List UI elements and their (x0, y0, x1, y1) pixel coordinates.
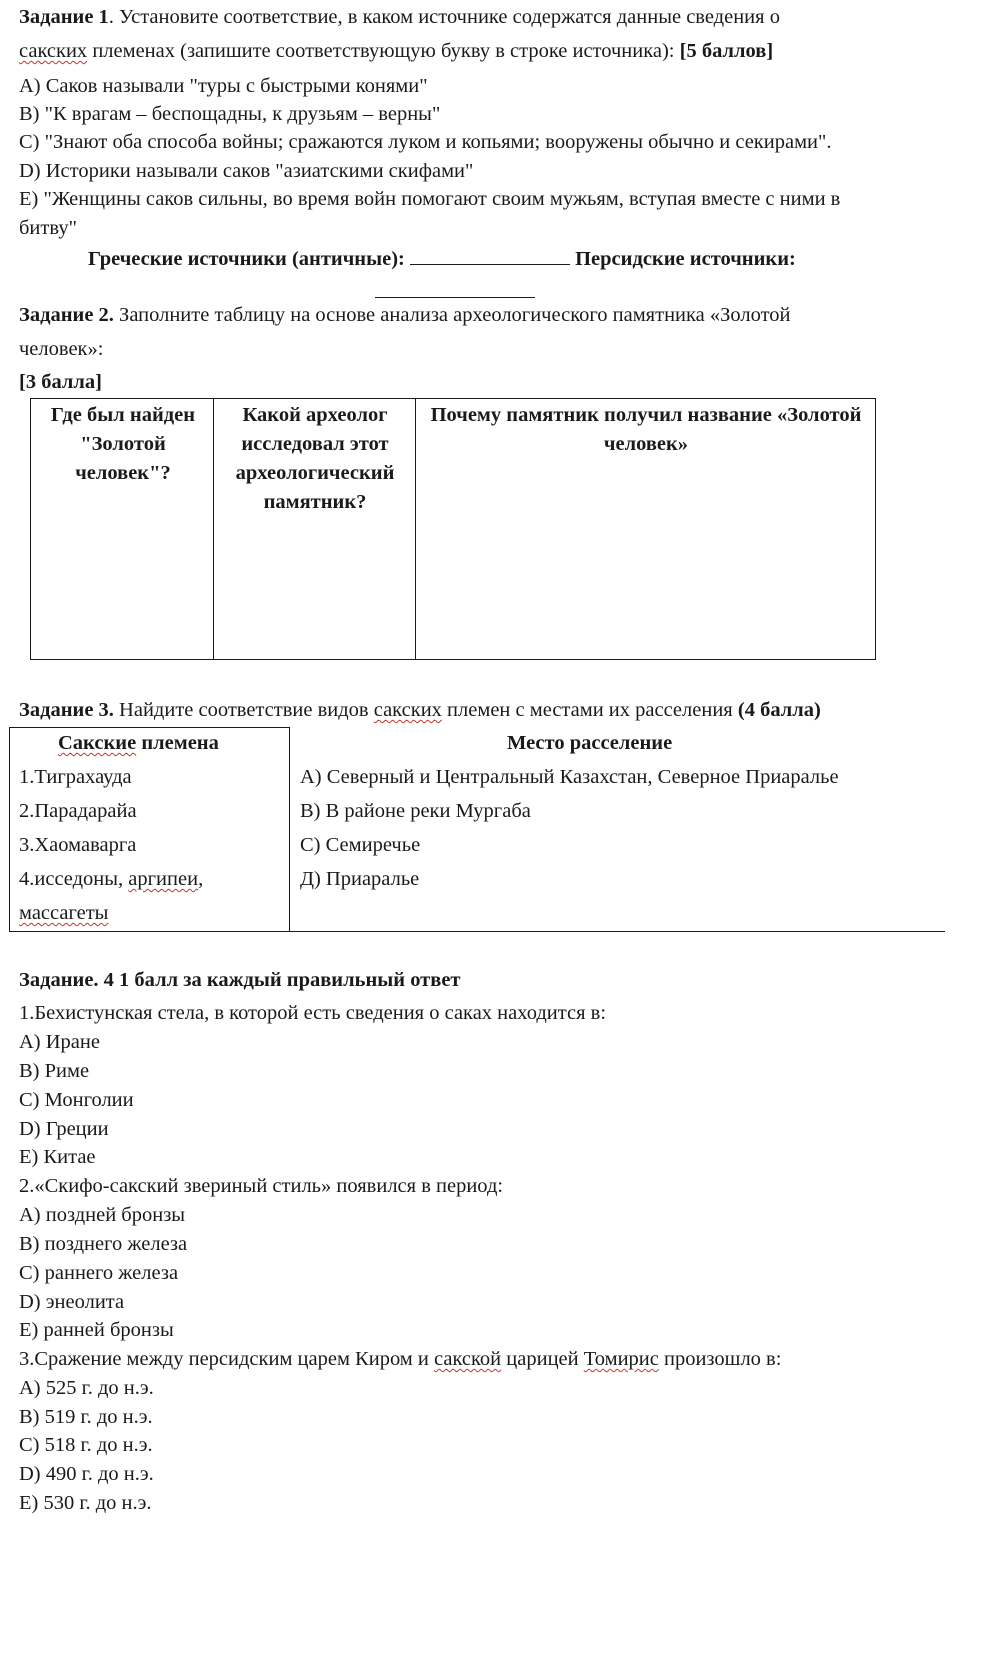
place-b: В) В районе реки Мургаба (300, 800, 531, 822)
table2-answer-cell-1[interactable] (32, 520, 212, 658)
table3-bottom-border (9, 931, 945, 932)
persian-sources-label: Персидские источники: (575, 248, 796, 270)
table3-top-border (9, 727, 289, 728)
tribe-4-cont: массагеты (19, 902, 109, 924)
task1-text: . Установите соответствие, в каком источнике содержатся данные сведения о (108, 6, 780, 28)
table2-header-archaeologist: Какой археолог исследовал этот археологический памятник? (235, 404, 395, 513)
q2-option-a[interactable]: A) поздней бронзы (19, 1204, 186, 1226)
tribe-4: 4.исседоны, аргипеи, (19, 868, 204, 890)
task3-line: Задание 3. Найдите соответствие видов сакских племен с местами их расселения (4 балла) (19, 699, 821, 721)
task2-points: [3 балла] (19, 371, 102, 393)
q3-option-a[interactable]: A) 525 г. до н.э. (19, 1377, 154, 1399)
q2-option-c[interactable]: C) раннего железа (19, 1262, 179, 1284)
q1-option-d[interactable]: D) Греции (19, 1118, 109, 1140)
place-c: С) Семиречье (300, 834, 421, 856)
table3-header-tribes: Сакские племена (58, 732, 219, 754)
q3-option-d[interactable]: D) 490 г. до н.э. (19, 1463, 154, 1485)
q1-option-b[interactable]: B) Риме (19, 1060, 90, 1082)
table3-divider (289, 727, 290, 932)
task1-word-saksih: сакских (19, 40, 88, 62)
task1-option-d: D) Историки называли саков "азиатскими скифами" (19, 160, 474, 182)
task1-points: [5 баллов] (679, 40, 774, 62)
table2-answer-cell-3[interactable] (417, 520, 874, 658)
greek-sources-label: Греческие источники (античные): (88, 248, 405, 270)
table2-top-border (30, 398, 876, 399)
q1-option-c[interactable]: C) Монголии (19, 1089, 134, 1111)
tribe-1: 1.Тиграхауда (19, 766, 132, 788)
q2-option-e[interactable]: E) ранней бронзы (19, 1319, 174, 1341)
task1-option-a: A) Саков называли "туры с быстрыми конями" (19, 75, 428, 97)
task1-title: Задание 1 (19, 6, 109, 28)
task3-title: Задание 3. (19, 699, 114, 721)
task3-points: (4 балла) (737, 699, 821, 721)
task1-option-e-cont: битву" (19, 217, 77, 239)
q3-word-sakskoy: сакской (434, 1348, 502, 1370)
q3-option-c[interactable]: C) 518 г. до н.э. (19, 1434, 153, 1456)
q3-option-b[interactable]: B) 519 г. до н.э. (19, 1406, 153, 1428)
task1-option-e: E) "Женщины саков сильны, во время войн помогают своим мужьям, вступая вместе с ними в (19, 188, 841, 210)
task2-title: Задание 2. (19, 304, 114, 326)
task1-option-c: C) "Знают оба способа войны; сражаются луком и копьями; вооружены обычно и секирами". (19, 131, 832, 153)
table3-header-places: Место расселение (507, 732, 673, 754)
greek-answer-blank[interactable] (410, 263, 570, 265)
q1-text: 1.Бехистунская стела, в которой есть сведения о саках находится в: (19, 1002, 607, 1024)
task1-sources-line (88, 249, 796, 270)
persian-answer-blank[interactable] (375, 297, 535, 298)
task4-title: Задание. 4 1 балл за каждый правильный ответ (19, 969, 461, 991)
table3-left-border (9, 727, 10, 932)
table2-header-location: Где был найден "Золотой человек"? (50, 404, 196, 484)
table2-left-border (30, 398, 31, 660)
place-d: Д) Приаралье (300, 868, 420, 890)
task1-line1 (19, 7, 780, 28)
task1-option-b: B) "К врагам – беспощадны, к друзьям – верны" (19, 103, 441, 125)
place-a: А) Северный и Центральный Казахстан, Северное Приаралье (300, 766, 839, 788)
q2-option-b[interactable]: B) позднего железа (19, 1233, 188, 1255)
table2-right-border (875, 398, 876, 660)
task1-line2 (19, 41, 773, 62)
table2-divider-2 (415, 398, 416, 660)
task2-text: Заполните таблицу на основе анализа археологического памятника «Золотой (113, 304, 791, 326)
task2-line1 (19, 305, 791, 326)
q1-option-e[interactable]: E) Китае (19, 1146, 96, 1168)
q3-option-e[interactable]: E) 530 г. до н.э. (19, 1492, 152, 1514)
task1-text-cont: племенах (запишите соответствующую букву в строке источника): (87, 40, 680, 62)
table2-answer-cell-2[interactable] (215, 520, 414, 658)
q3-word-tomiris: Томирис (583, 1348, 659, 1370)
task2-text-cont: человек»: (19, 338, 104, 360)
table2-divider-1 (213, 398, 214, 660)
q1-option-a[interactable]: A) Иране (19, 1031, 100, 1053)
table2-header-name-reason: Почему памятник получил название «Золотой человек» (430, 404, 862, 455)
table2-bottom-border (30, 659, 876, 660)
tribe-3: 3.Хаомаварга (19, 834, 137, 856)
task3-word-saksih: сакских (373, 699, 442, 721)
tribe-2: 2.Парадарайа (19, 800, 137, 822)
q2-option-d[interactable]: D) энеолита (19, 1291, 125, 1313)
q2-text: 2.«Скифо-сакский звериный стиль» появился в период: (19, 1175, 504, 1197)
q3-text: 3.Сражение между персидским царем Киром и сакской царицей Томирис произошло в: (19, 1348, 782, 1370)
